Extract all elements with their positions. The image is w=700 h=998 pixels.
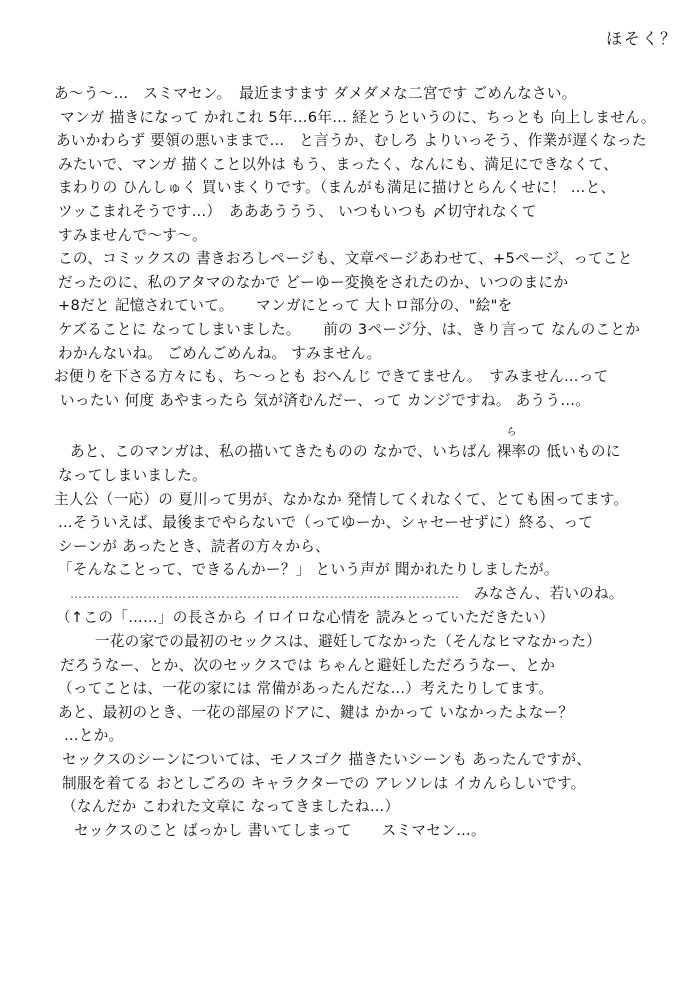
text-line: あ〜う〜… スミマセン。 最近ますます ダメダメな二宮です ごめんなさい。 bbox=[54, 85, 577, 102]
text-line: 「そんなことって、できるんかー？」 という声が 聞かれたりしましたが。 bbox=[58, 561, 559, 579]
text-line: わかんないね。 ごめんごめんね。 すみません。 bbox=[58, 344, 382, 362]
dotted-line-with-aside bbox=[54, 582, 690, 607]
text-line: …とか。 bbox=[64, 727, 124, 745]
text-line: みたいで、マンガ 描くこと以外は もう、まったく、なんにも、満足にできなくて、 bbox=[58, 155, 619, 173]
text-line: だろうなー、とか、次のセックスでは ちゃんと避妊しただろうなー、とか bbox=[60, 656, 556, 674]
text-line: （↑この「……」の長さから イロイロな心情を 読みとっていただきたい） bbox=[56, 609, 555, 627]
ruby-annotation: ら bbox=[506, 427, 517, 439]
text-line: あいかわらず 要領の悪いままで… と言うか、むしろ よりいっそう、作業が遅くなった bbox=[56, 132, 647, 150]
ruby-base: 裸率 bbox=[496, 443, 527, 461]
text-line: ケズることに なってしまいました。 前の 3ページ分、は、きり言って なんのことか bbox=[58, 320, 641, 338]
text-line: セックスのこと ばっかし 書いてしまって スミマセン…。 bbox=[74, 821, 486, 839]
text-line: （なんだか こわれた文章に なってきましたね…） bbox=[62, 798, 400, 816]
afterword-text bbox=[54, 82, 690, 842]
paragraph-gap bbox=[54, 412, 690, 440]
text-line: お便りを下さる方々にも、ち〜っとも おへんじ できてません。 すみません…って bbox=[54, 368, 609, 386]
text-line: …そういえば、最後までやらないで（ってゆーか、シャセーせずに）終る、って bbox=[58, 514, 594, 532]
text-line: マンガ 描きになって かれこれ 5年…6年… 経とうというのに、ちっとも 向上しません。 bbox=[60, 108, 656, 126]
text-line: すみませんで〜す〜。 bbox=[58, 226, 207, 244]
text-span: あと、このマンガは、私の描いてきたものの なかで、いちばん bbox=[70, 443, 497, 461]
text-line: なってしまいました。 bbox=[58, 466, 207, 484]
text-line: セックスのシーンについては、モノスゴク 描きたいシーンも あったんですが、 bbox=[62, 751, 592, 769]
text-line: ツッこまれそうです…） あああううう、 いつもいつも 〆切守れなくて bbox=[58, 202, 537, 220]
text-line: いったい 何度 あやまったら 気が済むんだー、って カンジですね。 あうう…。 bbox=[60, 391, 591, 409]
text-line: 制服を着てる おとしごろの キャラクターでの アレソレは イカんらしいです。 bbox=[62, 774, 586, 792]
text-line: +8だと 記憶されていて。 マンガにとって 大トロ部分の、"絵"を bbox=[58, 297, 513, 315]
ruby-word bbox=[496, 427, 527, 464]
text-span: の 低いものに bbox=[526, 443, 621, 461]
text-line: 主人公（一応）の 夏川って男が、なかなか 発情してくれなくて、とても困ってます。 bbox=[54, 490, 629, 508]
text-line-with-ruby bbox=[54, 427, 690, 464]
text-line: あと、最初のとき、一花の部屋のドアに、鍵は かかって いなかったよなー？ bbox=[58, 703, 574, 721]
dotted-leader: ……………………………………………………………………………… bbox=[70, 586, 460, 601]
text-line: 一花の家での最初のセックスは、避妊してなかった（そんなヒマなかった） bbox=[80, 633, 602, 651]
text-line: だったのに、私のアタマのなかで どーゆー変換をされたのか、いつのまにか bbox=[58, 273, 569, 291]
corner-label: ほそく？ bbox=[605, 29, 678, 48]
text-line: この、コミックスの 書きおろしページも、文章ページあわせて、+5ページ、ってこと bbox=[58, 250, 633, 268]
aside-text: みなさん、若いのね。 bbox=[474, 584, 624, 602]
text-line: （ってことは、一花の家には 常備があったんだな…）考えたりしてます。 bbox=[58, 680, 554, 698]
text-line: シーンが あったとき、読者の方々から、 bbox=[58, 537, 331, 555]
text-line: まわりの ひんしゅく 買いまくりです。（まんがも満足に描けとらんくせに！ …と、 bbox=[58, 179, 616, 197]
